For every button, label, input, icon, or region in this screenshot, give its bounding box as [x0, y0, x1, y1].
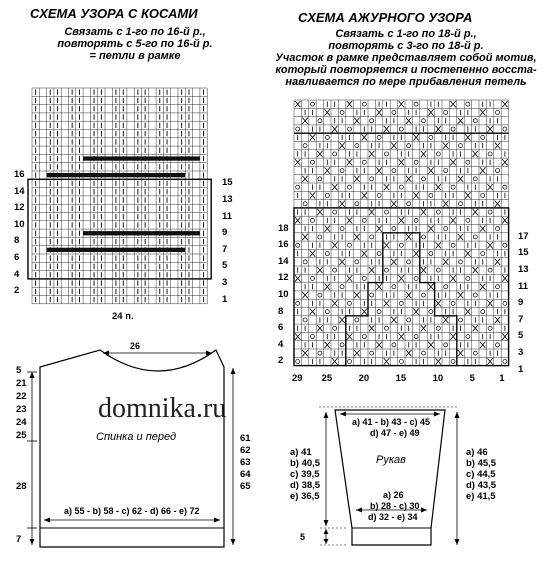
row-number: 11 [518, 280, 529, 292]
row-number: 1 [518, 363, 524, 375]
row-number: 13 [518, 264, 529, 275]
sleeve-measure: d) 43,5 [466, 480, 497, 491]
right-chart-title: СХЕМА АЖУРНОГО УЗОРА [298, 10, 473, 25]
row-number: 7 [518, 313, 524, 325]
sleeve-bottom-width-1: a) 26 [383, 490, 404, 500]
left-note-line-3: = петли в рамке [89, 50, 181, 62]
left-note-line-1: Связать с 1-го по 16-й р., [64, 26, 206, 38]
left-note-line-2: повторять с 5-го по 16-й р. [57, 38, 213, 50]
body-measure: 25 [16, 430, 27, 441]
row-number: 17 [518, 230, 529, 242]
row-number: 16 [14, 169, 25, 180]
sleeve-pattern-label: Рукав [376, 454, 406, 466]
row-number: 15 [222, 177, 233, 189]
row-number: 12 [14, 202, 25, 214]
body-measure: 62 [240, 445, 251, 456]
body-measure: 63 [240, 457, 251, 468]
sleeve-measure: e) 41,5 [466, 491, 496, 502]
watermark: domnika.ru [98, 393, 227, 424]
column-number: 5 [469, 373, 475, 384]
body-measure: 5 [16, 365, 22, 376]
row-number: 1 [222, 293, 228, 305]
sleeve-bottom-width-3: d) 32 - e) 34 [368, 512, 418, 522]
column-number: 29 [292, 373, 303, 384]
sleeve-cuff-height: 5 [300, 532, 306, 542]
sleeve-measure: b) 40,5 [290, 458, 321, 469]
row-number: 10 [278, 288, 289, 300]
row-number: 14 [14, 185, 25, 197]
row-number: 9 [222, 227, 228, 239]
sleeve-measure: d) 38,5 [290, 480, 321, 491]
row-number: 5 [518, 330, 524, 342]
sleeve-measure: a) 41 [290, 447, 312, 458]
right-note-line-1: Связать с 1-го по 18-й р., [335, 28, 477, 40]
body-neck-width: 26 [130, 341, 141, 351]
right-note-line-5: навливается по мере прибавления петель [285, 76, 527, 88]
body-measure: 21 [16, 378, 27, 389]
column-number: 1 [499, 373, 505, 384]
body-measure: 28 [16, 481, 27, 492]
column-number: 25 [321, 373, 333, 384]
body-measure: 7 [16, 534, 22, 545]
body-measure: 65 [240, 481, 251, 492]
sleeve-top-width-1: a) 41 - b) 43 - c) 45 [352, 417, 431, 427]
body-measure: 23 [16, 404, 27, 415]
right-note-line-2: повторять с 3-го по 18-й р. [328, 40, 484, 52]
sleeve-measure: c) 39,5 [290, 469, 320, 480]
row-number: 14 [278, 255, 289, 267]
row-number: 13 [222, 193, 233, 205]
body-measure: 22 [16, 391, 27, 402]
body-width-measure: a) 55 - b) 58 - c) 62 - d) 66 - e) 72 [64, 506, 200, 516]
row-number: 10 [14, 218, 25, 230]
row-number: 2 [278, 355, 284, 367]
body-measure: 61 [240, 433, 251, 444]
sleeve-measure: a) 46 [466, 447, 488, 458]
row-number: 6 [278, 322, 284, 334]
row-number: 6 [14, 252, 20, 263]
left-chart-title: СХЕМА УЗОРА С КОСАМИ [30, 6, 198, 21]
row-number: 2 [14, 285, 20, 297]
row-number: 11 [222, 210, 233, 222]
left-chart-stitch-count: 24 п. [112, 311, 134, 322]
row-number: 8 [14, 235, 20, 247]
body-pattern-label: Спинка и перед [96, 431, 177, 443]
column-number: 15 [395, 373, 407, 384]
row-number: 9 [518, 297, 524, 309]
body-measure: 24 [16, 417, 27, 428]
row-number: 8 [278, 305, 284, 317]
right-note-line-4: который повторяется и постепенно восста- [275, 64, 537, 76]
row-number: 12 [278, 272, 289, 284]
right-note-line-3: Участок в рамке представляет собой мотив, [275, 52, 537, 64]
column-number: 20 [358, 373, 370, 384]
row-number: 3 [518, 347, 524, 358]
row-number: 16 [278, 239, 289, 251]
row-number: 5 [222, 260, 228, 272]
row-number: 7 [222, 243, 228, 255]
row-number: 15 [518, 247, 529, 259]
sleeve-measure: b) 45,5 [466, 458, 497, 469]
row-number: 18 [278, 222, 289, 234]
row-number: 4 [14, 268, 20, 280]
column-number: 10 [432, 373, 444, 384]
sleeve-measure: e) 36,5 [290, 491, 320, 502]
row-number: 4 [278, 338, 284, 350]
sleeve-top-width-2: d) 47 - e) 49 [370, 428, 420, 438]
row-number: 3 [222, 276, 228, 288]
sleeve-measure: c) 44,5 [466, 469, 496, 480]
body-measure: 64 [240, 469, 251, 480]
sleeve-bottom-width-2: b) 28 - c) 30 [370, 501, 420, 511]
